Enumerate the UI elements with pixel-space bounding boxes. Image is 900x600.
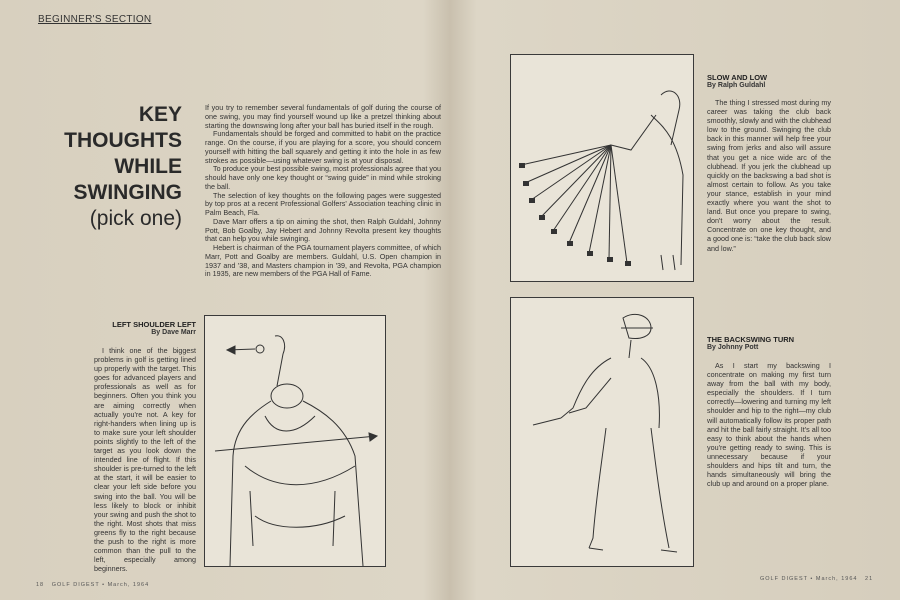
article-heading: SLOW AND LOW [707, 73, 768, 82]
page-title [40, 102, 182, 232]
backswing-header [707, 335, 837, 353]
title-line: KEY [138, 103, 182, 126]
slow-low-header [707, 73, 837, 91]
title-line: THOUGHTS [64, 129, 182, 152]
page-number: 18 [36, 582, 45, 588]
title-subtitle: (pick one) [89, 207, 182, 230]
right-footer [760, 576, 873, 582]
illustration-slow-low [510, 54, 694, 282]
article-byline: By Ralph Guldahl [707, 82, 766, 89]
footer-text: GOLF DIGEST • March, 1964 [51, 582, 150, 588]
article-heading: LEFT SHOULDER LEFT [112, 320, 196, 329]
intro-paragraph: The selection of key thoughts on the following pages were suggested by top pros at a recent Professional Golfers' Association teaching clinic in Palm Beach, Fla. [205, 190, 441, 217]
left-shoulder-text [94, 346, 196, 573]
intro-paragraph: Dave Marr offers a tip on aiming the shot, then Ralph Guldahl, Johnny Pott, Bob Goalby, Jay Hebert and Johnny Revolta present key thoughts that can help you while swinging. [205, 216, 441, 244]
article-heading: THE BACKSWING TURN [707, 335, 795, 344]
intro-paragraph: If you try to remember several fundamentals of golf during the course of one swing, you may find yourself wound up like a pretzel thinking about starting the downswing long after your ball has buried itself in the rough. [205, 103, 441, 130]
intro-text [205, 104, 441, 279]
slow-low-text [707, 98, 831, 253]
illustration-backswing [510, 297, 694, 567]
footer-text: GOLF DIGEST • March, 1964 [760, 576, 858, 582]
article-paragraph: I think one of the biggest problems in golf is getting lined up properly with the target. This goes for advanced players and professionals as well as for beginners. Often you think you are aiming correctly when actually you're not. A key for right-handers when lining up is to make sure your left shoulder points slightly to the left of the target as you look down the intended line of flight. If this shoulder is pre-turned to the left at the start, it will be easier to clear your left side before you swing into the ball. You will be less likely to block or inhibit your swing and push the shot to the right. Most shots that miss greens fly to the right because the push to the right is more common than the pull to the left, especially among beginners. [94, 346, 196, 574]
article-paragraph: The thing I stressed most during my career was taking the club back smoothly, slowly and with the clubhead low to the ground. Swinging the club back in this manner will help free your swing from jerks and also will assure that you get a nice wide arc of the clubhead. If you jerk the clubhead up quickly on the backswing a bad shot is almost certain to follow. As you take your stance, establish in your mind exactly where you want the shot to land. But once you prepare to swing, don't worry about the result. Concentrate on one key thought, and a good one is: “take the club back slow and low.” [707, 98, 831, 253]
golfer-clubhead-sequence-icon [511, 55, 693, 281]
intro-paragraph: To produce your best possible swing, most professionals agree that you should have only one key thought or “swing guide” in mind while stroking the ball. [205, 164, 441, 191]
title-line: WHILE [114, 155, 182, 178]
article-byline: By Dave Marr [151, 329, 196, 336]
article-byline: By Johnny Pott [707, 344, 759, 351]
left-shoulder-header [110, 320, 196, 338]
intro-paragraph: Hebert is chairman of the PGA tournament players committee, of which Marr, Pott and Goalby are members. Guldahl, U.S. Open champion in 1937 and '38, and Masters champion in '39, and Revolta, PGA champion in 1935, are new members of the PGA Hall of Fame. [205, 243, 441, 279]
title-line: SWINGING [73, 181, 182, 204]
golfer-rear-view-icon [205, 316, 385, 566]
backswing-text [707, 361, 831, 488]
page-number: 21 [865, 576, 874, 582]
section-label: BEGINNER'S SECTION [38, 14, 152, 25]
article-paragraph: As I start my backswing I concentrate on making my first turn away from the ball with my body, especially the shoulders. If I turn correctly—lowering and turning my left shoulder and hip to the right—my club will automatically follow its proper path and hit the ball fairly straight. It's all too easy to think about the hands when you're getting ready to swing. This is unnecessary because if your shoulders and hips tilt and turn, the hands simultaneously will bring the club up and around on a proper plane. [707, 361, 831, 489]
left-footer [36, 582, 149, 588]
illustration-left-shoulder [204, 315, 386, 567]
golfer-backswing-icon [511, 298, 693, 566]
intro-paragraph: Fundamentals should be forged and committed to habit on the practice range. On the course, if you are playing for a score, you should concern yourself with hitting the ball squarely and getting it into the hole in as few strokes as possible—using whatever swing is at your disposal. [205, 129, 441, 165]
